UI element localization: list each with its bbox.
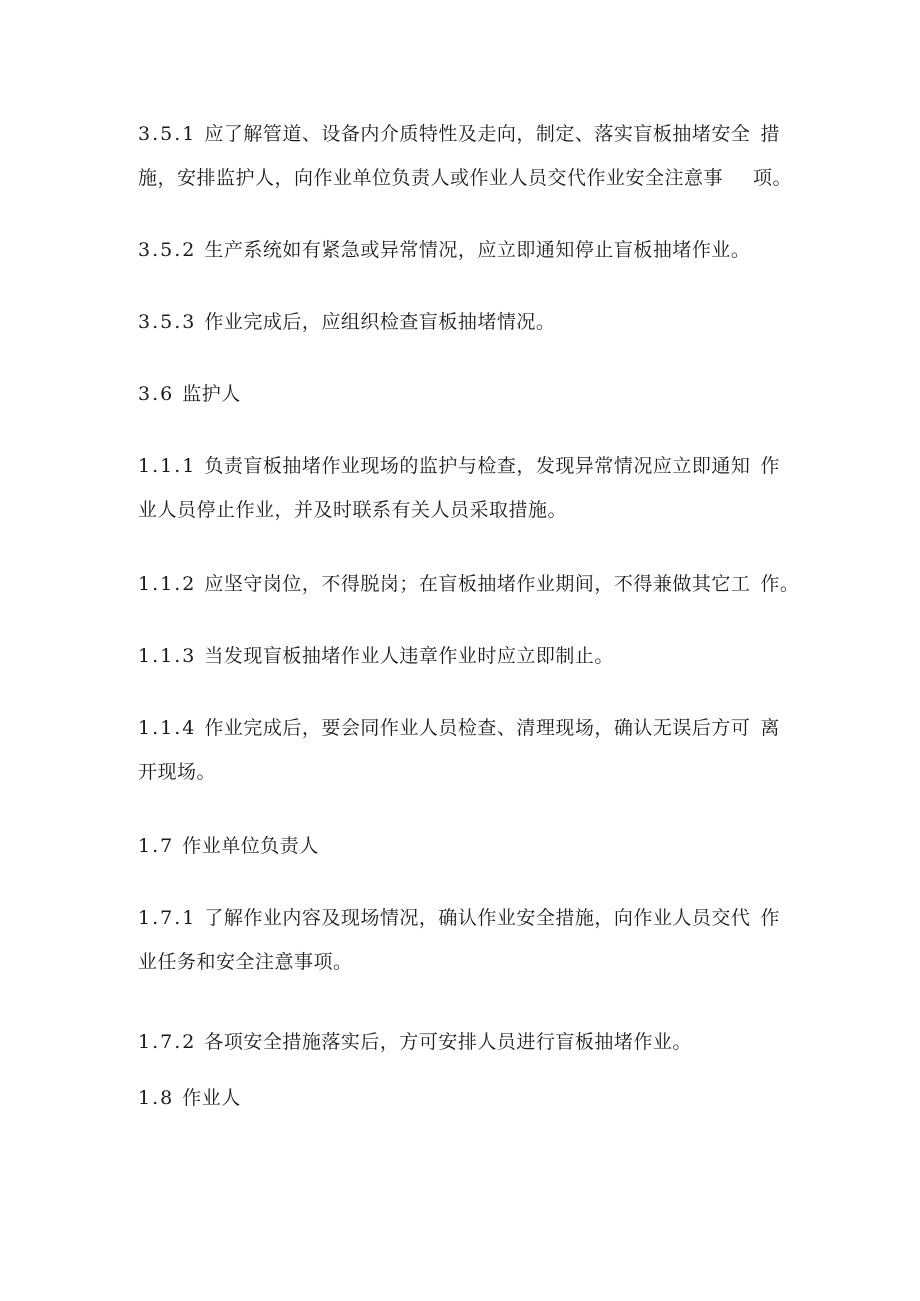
heading-line [138, 824, 798, 868]
paragraph-1-1-2 [138, 562, 798, 606]
paragraph-text: 应了解管道、设备内介质特性及走向，制定、落实盲板抽堵安全 [204, 123, 751, 145]
clause-number: 1.1.1 [138, 455, 197, 477]
paragraph-text: 施，安排监护人，向作业单位负责人或作业人员交代作业安全注意事 [138, 167, 724, 189]
paragraph-3-5-2 [138, 228, 798, 272]
paragraph-3-5-3 [138, 300, 798, 344]
section-number: 1.8 [138, 1087, 175, 1109]
paragraph-text-tail: 作 [760, 907, 780, 929]
heading-1-8 [138, 1076, 798, 1120]
paragraph-1-7-2 [138, 1020, 798, 1064]
clause-number: 1.1.4 [138, 717, 197, 739]
paragraph-text-tail: 离 [760, 717, 780, 739]
heading-line [138, 372, 798, 416]
heading-3-6 [138, 372, 798, 416]
paragraph-text: 业人员停止作业，并及时联系有关人员采取措施。 [138, 499, 568, 521]
paragraph-line [138, 940, 798, 984]
paragraph-text-tail: 作 [760, 455, 780, 477]
paragraph-text: 作业完成后，要会同作业人员检查、清理现场，确认无误后方可 [204, 717, 751, 739]
clause-number: 1.1.3 [138, 645, 197, 667]
section-title: 作业单位负责人 [182, 835, 319, 857]
paragraph-line [138, 156, 798, 200]
paragraph-line [138, 300, 798, 344]
paragraph-text: 应坚守岗位，不得脱岗；在盲板抽堵作业期间，不得兼做其它工 [204, 573, 751, 595]
paragraph-1-7-1 [138, 896, 798, 984]
paragraph-1-1-1 [138, 444, 798, 532]
paragraph-line [138, 488, 798, 532]
heading-1-7 [138, 824, 798, 868]
section-title: 监护人 [182, 383, 241, 405]
paragraph-text: 负责盲板抽堵作业现场的监护与检查，发现异常情况应立即通知 [204, 455, 751, 477]
paragraph-line [138, 706, 798, 750]
paragraph-1-1-4 [138, 706, 798, 794]
paragraph-text: 业任务和安全注意事项。 [138, 951, 353, 973]
paragraph-text: 了解作业内容及现场情况，确认作业安全措施，向作业人员交代 [204, 907, 751, 929]
paragraph-text-tail: 措 [760, 123, 780, 145]
clause-number: 3.5.1 [138, 123, 197, 145]
heading-line [138, 1076, 798, 1120]
paragraph-text-tail: 项。 [753, 167, 793, 189]
paragraph-text: 作业完成后，应组织检查盲板抽堵情况。 [204, 311, 556, 333]
paragraph-3-5-1 [138, 112, 798, 200]
paragraph-line [138, 1020, 798, 1064]
paragraph-line [138, 562, 798, 606]
section-number: 3.6 [138, 383, 175, 405]
paragraph-line [138, 896, 798, 940]
paragraph-text-tail: 作。 [760, 573, 800, 595]
paragraph-1-1-3 [138, 634, 798, 678]
paragraph-text: 各项安全措施落实后，方可安排人员进行盲板抽堵作业。 [204, 1031, 692, 1053]
paragraph-text: 开现场。 [138, 761, 217, 783]
clause-number: 1.7.2 [138, 1031, 197, 1053]
clause-number: 3.5.2 [138, 239, 197, 261]
paragraph-text: 生产系统如有紧急或异常情况，应立即通知停止盲板抽堵作业。 [204, 239, 751, 261]
paragraph-text: 当发现盲板抽堵作业人违章作业时应立即制止。 [204, 645, 614, 667]
paragraph-line [138, 634, 798, 678]
clause-number: 1.1.2 [138, 573, 197, 595]
clause-number: 1.7.1 [138, 907, 197, 929]
paragraph-line [138, 112, 798, 156]
section-title: 作业人 [182, 1087, 241, 1109]
section-number: 1.7 [138, 835, 175, 857]
paragraph-line [138, 228, 798, 272]
clause-number: 3.5.3 [138, 311, 197, 333]
paragraph-line [138, 444, 798, 488]
paragraph-line [138, 750, 798, 794]
